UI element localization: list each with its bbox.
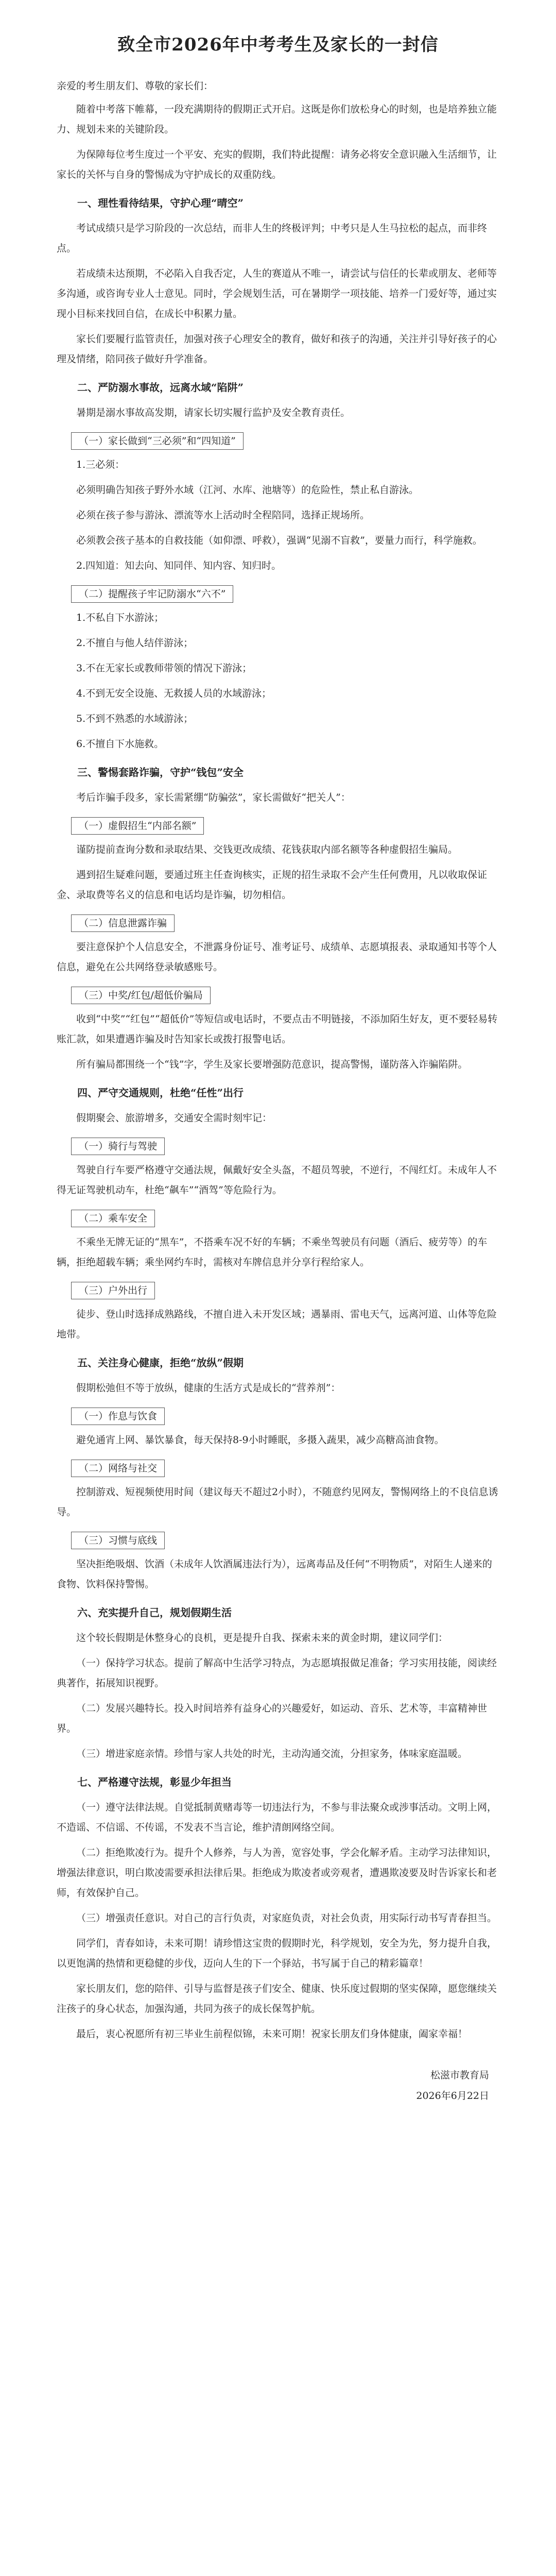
section-paragraph: （一）遵守法律法规。自觉抵制黄赌毒等一切违法行为，不参与非法聚众或涉事活动。文明上网，不造谣、不信谣、不传谣，不发表不当言论，维护清朗网络空间。 bbox=[57, 1802, 497, 1833]
section-paragraph: 若成绩未达预期，不必陷入自我否定，人生的赛道从不唯一，请尝试与信任的长辈或朋友、老师等多沟通，或咨询专业人士意见。同时，学会规划生活，可在暑期学一项技能、培养一门爱好等，通过实现小目标来找回自信，在成长中积累力量。 bbox=[57, 268, 497, 319]
section-paragraph: 考试成绩只是学习阶段的一次总结，而非人生的终极评判；中考只是人生马拉松的起点，而非终点。 bbox=[57, 223, 488, 254]
subheading-box: （二）信息泄露诈骗 bbox=[71, 914, 175, 932]
list-line: 1.不私自下水游泳； bbox=[76, 612, 164, 623]
section-paragraph: 假期聚会、旅游增多，交通安全需时刻牢记： bbox=[76, 1112, 272, 1124]
section-paragraph: 避免通宵上网、暴饮暴食，每天保持8-9小时睡眠，多摄入蔬果，减少高糖高油食物。 bbox=[76, 1434, 444, 1446]
list-line: 1.三必须： bbox=[76, 459, 125, 470]
subheading-box: （一）骑行与驾驶 bbox=[71, 1138, 165, 1155]
section-heading-6: 六、充实提升自己，规划假期生活 bbox=[77, 1606, 232, 1619]
section-paragraph: 这个较长假期是休整身心的良机，更是提升自我、探索未来的黄金时期，建议同学们： bbox=[76, 1632, 448, 1643]
subheading-box: （一）虚假招生“内部名额” bbox=[71, 817, 204, 835]
signature-date: 2026年6月22日 bbox=[416, 2090, 489, 2102]
subheading-box: （三）中奖/红包/超低价骗局 bbox=[71, 987, 211, 1004]
list-line: 2.四知道：知去向、知同伴、知内容、知归时。 bbox=[76, 560, 282, 571]
section-paragraph: 要注意保护个人信息安全，不泄露身份证号、准考证号、成绩单、志愿填报表、录取通知书等个人信息，避免在公共网络登录敏感账号。 bbox=[57, 941, 497, 973]
section-paragraph: 徒步、登山时选择成熟路线，不擅自进入未开发区域；遇暴雨、雷电天气，远离河道、山体等危险地带。 bbox=[57, 1309, 497, 1340]
section-paragraph: （三）增强责任意识。对自己的言行负责，对家庭负责，对社会负责，用实际行动书写青春担当。 bbox=[76, 1912, 497, 1924]
closing-paragraph: 最后，衷心祝愿所有初三毕业生前程似锦，未来可期！祝家长朋友们身体健康，阖家幸福！ bbox=[76, 2028, 468, 2040]
section-paragraph: 收到“中奖”“红包”“超低价”等短信或电话时，不要点击不明链接，不添加陌生好友，更不要轻易转账汇款，如果遭遇诈骗及时告知家长或拨打报警电话。 bbox=[57, 1013, 498, 1045]
section-paragraph: 坚决拒绝吸烟、饮酒（未成年人饮酒属违法行为），远离毒品及任何“不明物质”，对陌生人递来的食物、饮料保持警惕。 bbox=[57, 1558, 492, 1590]
list-line: 3.不在无家长或教师带领的情况下游泳； bbox=[76, 663, 252, 674]
section-heading-1: 一、理性看待结果，守护心理“晴空” bbox=[77, 197, 244, 209]
section-paragraph: 家长们要履行监管责任，加强对孩子心理安全的教育，做好和孩子的沟通，关注并引导好孩子的心理及情绪，陪同孩子做好升学准备。 bbox=[57, 333, 497, 365]
list-line: 2.不擅自与他人结伴游泳； bbox=[76, 637, 194, 649]
section-heading-5: 五、关注身心健康，拒绝“放纵”假期 bbox=[77, 1357, 244, 1369]
section-heading-2: 二、严防溺水事故，远离水域“陷阱” bbox=[77, 381, 244, 394]
list-line: 6.不擅自下水施救。 bbox=[76, 738, 164, 750]
greeting: 亲爱的考生朋友们、尊敬的家长们： bbox=[57, 80, 214, 92]
section-paragraph: 考后诈骗手段多，家长需紧绷“防骗弦”，家长需做好“把关人”： bbox=[76, 792, 351, 803]
subheading-box: （一）作息与饮食 bbox=[71, 1408, 165, 1425]
section-heading-7: 七、严格遵守法规，彰显少年担当 bbox=[77, 1776, 232, 1788]
list-line: 必须在孩子参与游泳、漂流等水上活动时全程陪同，选择正规场所。 bbox=[76, 510, 370, 521]
section-heading-3: 三、警惕套路诈骗，守护“钱包”安全 bbox=[77, 766, 244, 778]
section-heading-4: 四、严守交通规则，杜绝“任性”出行 bbox=[77, 1087, 244, 1099]
section-paragraph: 谨防提前查询分数和录取结果、交钱更改成绩、花钱获取内部名额等各种虚假招生骗局。 bbox=[76, 844, 458, 855]
signature-block bbox=[57, 2065, 499, 2106]
subheading-box: （一）家长做到“三必须”和“四知道” bbox=[71, 432, 244, 450]
section-paragraph: 暑期是溺水事故高发期，请家长切实履行监护及安全教育责任。 bbox=[76, 407, 351, 418]
section-paragraph: 控制游戏、短视频使用时间（建议每天不超过2小时），不随意约见网友，警惕网络上的不良信息诱导。 bbox=[57, 1486, 498, 1518]
section-paragraph: （二）发展兴趣特长。投入时间培养有益身心的兴趣爱好，如运动、音乐、艺术等，丰富精神世界。 bbox=[57, 1703, 488, 1734]
section-paragraph: （三）增进家庭亲情。珍惜与家人共处的时光，主动沟通交流，分担家务，体味家庭温暖。 bbox=[76, 1748, 468, 1759]
list-line: 必须明确告知孩子野外水域（江河、水库、池塘等）的危险性，禁止私自游泳。 bbox=[76, 484, 419, 496]
list-line: 必须教会孩子基本的自救技能（如仰漂、呼救），强调“见溺不盲救”，要量力而行，科学施救。 bbox=[76, 535, 482, 546]
section-paragraph: 遇到招生疑难问题，要通过班主任查询核实，正规的招生录取不会产生任何费用，凡以收取保证金、录取费等名义的信息和电话均是诈骗，切勿相信。 bbox=[57, 869, 488, 901]
intro-paragraph: 随着中考落下帷幕，一段充满期待的假期正式开启。这既是你们放松身心的时刻，也是培养独立能力、规划未来的关键阶段。 bbox=[57, 104, 497, 135]
section-paragraph: 不乘坐无牌无证的“黑车”，不搭乘车况不好的车辆；不乘坐驾驶员有问题（酒后、疲劳等）的车辆，拒绝超载车辆；乘坐网约车时，需核对车牌信息并分享行程给家人。 bbox=[57, 1236, 488, 1268]
letter-title: 致全市2026年中考考生及家长的一封信 bbox=[117, 35, 439, 55]
list-line: 5.不到不熟悉的水域游泳； bbox=[76, 713, 194, 724]
closing-paragraph: 同学们，青春如诗，未来可期！请珍惜这宝贵的假期时光，科学规划，安全为先，努力提升自我，以更饱满的热情和更稳健的步伐，迈向人生的下一个驿站，书写属于自己的精彩篇章！ bbox=[57, 1938, 497, 1969]
signature-org: 松滋市教育局 bbox=[430, 2070, 489, 2081]
section-paragraph: 所有骗局都围绕一个“钱”字，学生及家长要增强防范意识，提高警惕，谨防落入诈骗陷阱。 bbox=[76, 1059, 468, 1070]
subheading-box: （二）提醒孩子牢记防溺水“六不” bbox=[71, 585, 233, 603]
subheading-box: （二）网络与社交 bbox=[71, 1460, 165, 1477]
subheading-box: （三）户外出行 bbox=[71, 1282, 155, 1299]
section-paragraph: 驾驶自行车要严格遵守交通法规，佩戴好安全头盔，不超员驾驶，不逆行，不闯红灯。未成年人不得无证驾驶机动车，杜绝“飙车”“酒驾”等危险行为。 bbox=[57, 1164, 497, 1196]
section-paragraph: 假期松弛但不等于放纵，健康的生活方式是成长的“营养剂”： bbox=[76, 1382, 341, 1394]
subheading-box: （二）乘车安全 bbox=[71, 1210, 155, 1227]
section-paragraph: （二）拒绝欺凌行为。提升个人修养，与人为善，宽容处事，学会化解矛盾。主动学习法律知识，增强法律意识，明白欺凌需要承担法律后果。拒绝成为欺凌者或旁观者，遭遇欺凌要及时告诉家长和老师，有效保护自己。 bbox=[57, 1847, 497, 1899]
subheading-box: （三）习惯与底线 bbox=[71, 1532, 165, 1549]
list-line: 4.不到无安全设施、无救援人员的水域游泳； bbox=[76, 688, 272, 699]
closing-paragraph: 家长朋友们，您的陪伴、引导与监督是孩子们安全、健康、快乐度过假期的坚实保障，愿您继续关注孩子的身心状态，加强沟通，共同为孩子的成长保驾护航。 bbox=[57, 1983, 497, 2014]
section-paragraph: （一）保持学习状态。提前了解高中生活学习特点，为志愿填报做足准备；学习实用技能，阅读经典著作，拓展知识视野。 bbox=[57, 1657, 497, 1689]
intro-paragraph: 为保障每位考生度过一个平安、充实的假期，我们特此提醒：请务必将安全意识融入生活细节，让家长的关怀与自身的警惕成为守护成长的双重防线。 bbox=[57, 149, 497, 180]
